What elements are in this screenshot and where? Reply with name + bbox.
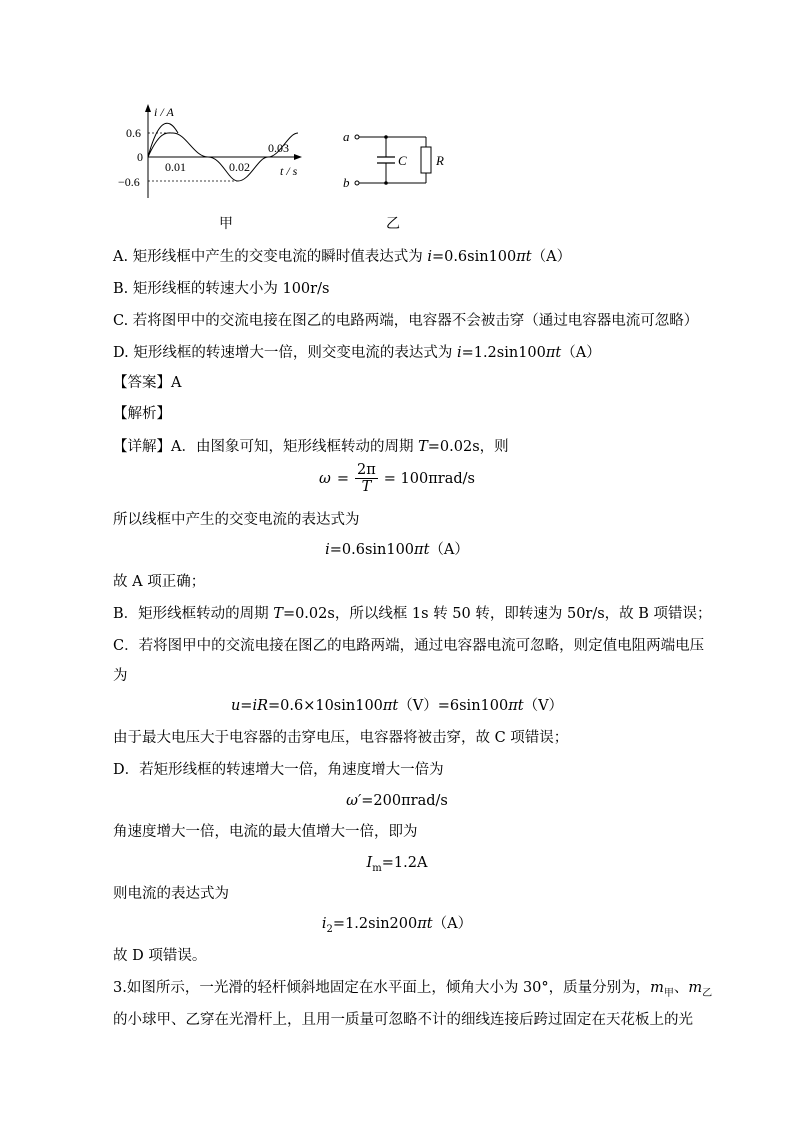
x-tick-1: 0.01 [165, 160, 186, 174]
terminal-a [355, 135, 359, 139]
y-axis-arrow [145, 104, 151, 112]
terminal-b-label: b [343, 175, 350, 190]
resistor [421, 147, 431, 173]
omega-formula: ω = $\frac{2\pi}{T}$ = 100πrad/s [319, 462, 475, 495]
x-tick-3: 0.03 [268, 141, 289, 155]
x-tick-2: 0.02 [229, 160, 250, 174]
answer-line [113, 373, 734, 393]
detail-line-11: 故 D 项错误。 [113, 948, 207, 964]
y-tick-zero: 0 [137, 150, 143, 164]
detail-line-1: 【详解】A．由图象可知，矩形线框转动的周期 T=0.02s，则 [113, 439, 509, 455]
option-b: B. 矩形线框的转速大小为 100r/s [113, 281, 330, 297]
detail-line-6: 为 [113, 668, 128, 684]
detail-line-7: 由于最大电压大于电容器的击穿电压，电容器将被击穿，故 C 项错误； [113, 730, 569, 746]
terminal-b [355, 181, 359, 185]
option-d: D. 矩形线框的转速增大一倍，则交变电流的表达式为 i=1.2sin100πt（A） [113, 345, 601, 361]
answer-label: 【答案】 [113, 375, 171, 391]
x-axis-arrow [294, 154, 302, 160]
answer-value: A [171, 375, 182, 391]
detail-line-2: 所以线框中产生的交变电流的表达式为 [113, 512, 360, 528]
circuit-figure [340, 125, 450, 195]
option-a: A. 矩形线框中产生的交变电流的瞬时值表达式为 i=0.6sin100πt（A） [113, 249, 572, 265]
equation-2: u=iR=0.6×10sin100πt（V）=6sin100πt（V） [230, 698, 564, 714]
resistor-label: R [436, 153, 444, 168]
equation-3: ω′=200πrad/s [346, 793, 448, 809]
detail-line-8: D．若矩形线框的转速增大一倍，角速度增大一倍为 [113, 762, 444, 778]
figure-yi-caption: 乙 [386, 216, 400, 232]
figure-jia-caption: 甲 [219, 216, 233, 232]
equation-1: i=0.6sin100πt（A） [325, 542, 469, 558]
y-axis-label: i / A [154, 105, 174, 119]
detail-line-4: B．矩形线框转动的周期 T=0.02s，所以线框 1s 转 50 转，即转速为 50r/s，故 B 项错误； [113, 606, 712, 622]
sine-graph-figure [110, 100, 320, 210]
question-3-line-1: 3.如图所示，一光滑的轻杆倾斜地固定在水平面上，倾角大小为 30°，质量分别为，$m_甲$、$m_乙$ [113, 980, 713, 999]
detail-line-5: C．若将图甲中的交流电接在图乙的电路两端，通过电容器电流可忽略，则定值电阻两端电压 [113, 638, 705, 654]
detail-line-9: 角速度增大一倍，电流的最大值增大一倍，即为 [113, 824, 418, 840]
analysis-label: 【解析】 [113, 406, 171, 422]
detail-line-3: 故 A 项正确； [113, 574, 206, 590]
terminal-a-label: a [343, 129, 350, 144]
question-3-line-2: 的小球甲、乙穿在光滑杆上，且用一质量可忽略不计的细线连接后跨过固定在天花板上的光 [113, 1012, 693, 1028]
equation-5: $i_2=1.2\sin 200\pi t(A)$ [321, 916, 473, 935]
y-tick-min: −0.6 [118, 175, 140, 189]
capacitor-label: C [398, 153, 407, 168]
equation-4: $I_m=1.2A$ [366, 855, 428, 874]
detail-line-10: 则电流的表达式为 [113, 886, 229, 902]
x-axis-label: t / s [280, 164, 298, 178]
option-c: C. 若将图甲中的交流电接在图乙的电路两端，电容器不会被击穿（通过电容器电流可忽略） [113, 313, 699, 329]
y-tick-max: 0.6 [126, 126, 141, 140]
